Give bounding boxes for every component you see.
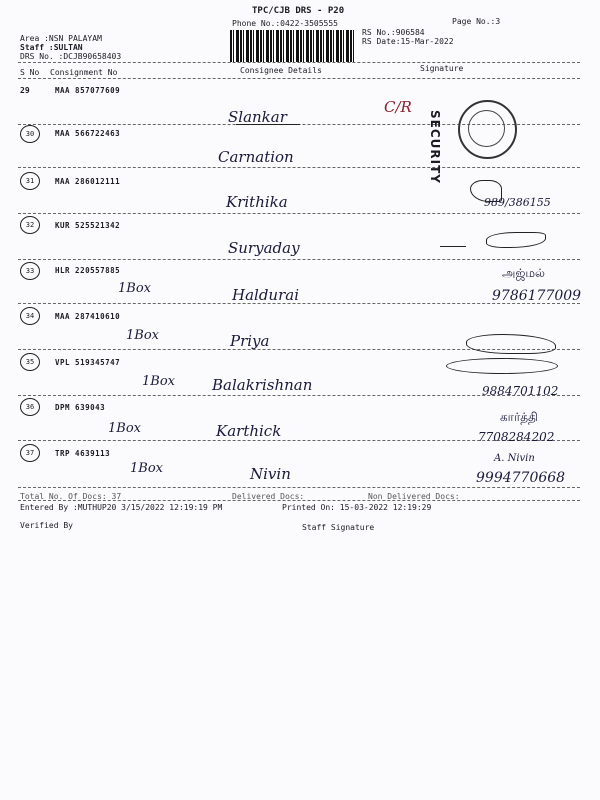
handwritten-phone: 9884701102 — [482, 384, 559, 398]
handwritten-phone: 7708284202 — [478, 430, 555, 444]
consignment-number: MAA 857077609 — [55, 86, 121, 95]
security-stamp-label: SECURITY — [428, 110, 442, 184]
consignment-number: DPM 639043 — [55, 403, 106, 412]
consignment-number: VPL 519345747 — [55, 358, 121, 367]
col-signature: Signature — [420, 64, 464, 73]
consignment-number: MAA 287410610 — [55, 312, 121, 321]
tamil-signature: கார்த்தி — [500, 410, 538, 424]
phone-number: Phone No.:0422-3505555 — [232, 19, 338, 28]
non-delivered-docs: Non Delivered Docs: — [368, 492, 460, 501]
signature-scribble-icon — [466, 334, 556, 354]
printed-on: Printed On: 15-03-2022 12:19:29 — [282, 503, 432, 512]
row-divider — [18, 259, 580, 260]
box-count: 1Box — [108, 421, 141, 436]
row-number: 36 — [20, 398, 40, 416]
rs-date: RS Date:15-Mar-2022 — [362, 37, 454, 46]
row-divider — [18, 167, 580, 168]
row-number: 37 — [20, 444, 40, 462]
divider — [18, 78, 580, 79]
consignment-number: MAA 286012111 — [55, 177, 121, 186]
area-label: Area :NSN PALAYAM — [20, 34, 102, 43]
box-count: 1Box — [142, 374, 175, 389]
handwritten-name: Nivin — [250, 465, 291, 483]
row-number: 35 — [20, 353, 40, 371]
row-number: 30 — [20, 125, 40, 143]
divider — [18, 500, 580, 501]
handwritten-name: Slankar — [228, 108, 287, 126]
total-docs: Total No. Of Docs: 37 — [20, 492, 122, 501]
col-consignee: Consignee Details — [240, 66, 322, 75]
dash-mark — [440, 246, 466, 247]
divider — [18, 62, 580, 63]
handwritten-phone: 9994770668 — [476, 470, 566, 486]
cr-mark: C/R — [384, 98, 412, 116]
row-divider — [18, 487, 580, 488]
signature-scribble-icon — [486, 232, 546, 248]
handwritten-name: A. Nivin — [494, 453, 535, 464]
handwritten-name: Suryaday — [228, 239, 300, 257]
underline — [236, 124, 300, 125]
handwritten-name: Priya — [230, 332, 270, 350]
box-count: 1Box — [126, 328, 159, 343]
signature-scribble-icon — [446, 358, 558, 374]
staff-label: Staff :SULTAN — [20, 43, 83, 52]
consignment-number: KUR 525521342 — [55, 221, 121, 230]
staff-signature: Staff Signature — [302, 523, 375, 532]
handwritten-name: Carnation — [218, 148, 294, 166]
row-number: 29 — [20, 86, 30, 95]
row-number: 34 — [20, 307, 40, 325]
security-seal-icon — [458, 100, 517, 159]
box-count: 1Box — [130, 461, 163, 476]
row-number: 33 — [20, 262, 40, 280]
handwritten-name: Karthick — [216, 422, 282, 440]
handwritten-name: Balakrishnan — [212, 376, 313, 394]
delivered-docs: Delivered Docs: — [232, 492, 305, 501]
barcode — [230, 30, 355, 62]
consignment-number: HLR 220557885 — [55, 266, 121, 275]
page-number: Page No.:3 — [452, 17, 501, 26]
row-number: 32 — [20, 216, 40, 234]
handwritten-name: Krithika — [226, 193, 288, 211]
handwritten-phone: 989/386155 — [484, 196, 551, 209]
col-consignment: Consignment No — [50, 68, 118, 77]
box-count: 1Box — [118, 281, 151, 296]
verified-by: Verified By — [20, 521, 73, 530]
handwritten-phone: 9786177009 — [492, 288, 582, 304]
handwritten-name: Haldurai — [232, 286, 299, 304]
drs-number: DRS No. :DCJB90658403 — [20, 52, 122, 61]
rs-number: RS No.:906584 — [362, 28, 425, 37]
tamil-signature: அஜ்மல் — [502, 266, 545, 280]
consignment-number: MAA 566722463 — [55, 129, 121, 138]
row-divider — [18, 213, 580, 214]
col-sno: S No — [20, 68, 40, 77]
consignment-number: TRP 4639113 — [55, 449, 111, 458]
entered-by: Entered By :MUTHUP20 3/15/2022 12:19:19 PM — [20, 503, 223, 512]
row-number: 31 — [20, 172, 40, 190]
doc-title: TPC/CJB DRS - P20 — [252, 6, 345, 16]
